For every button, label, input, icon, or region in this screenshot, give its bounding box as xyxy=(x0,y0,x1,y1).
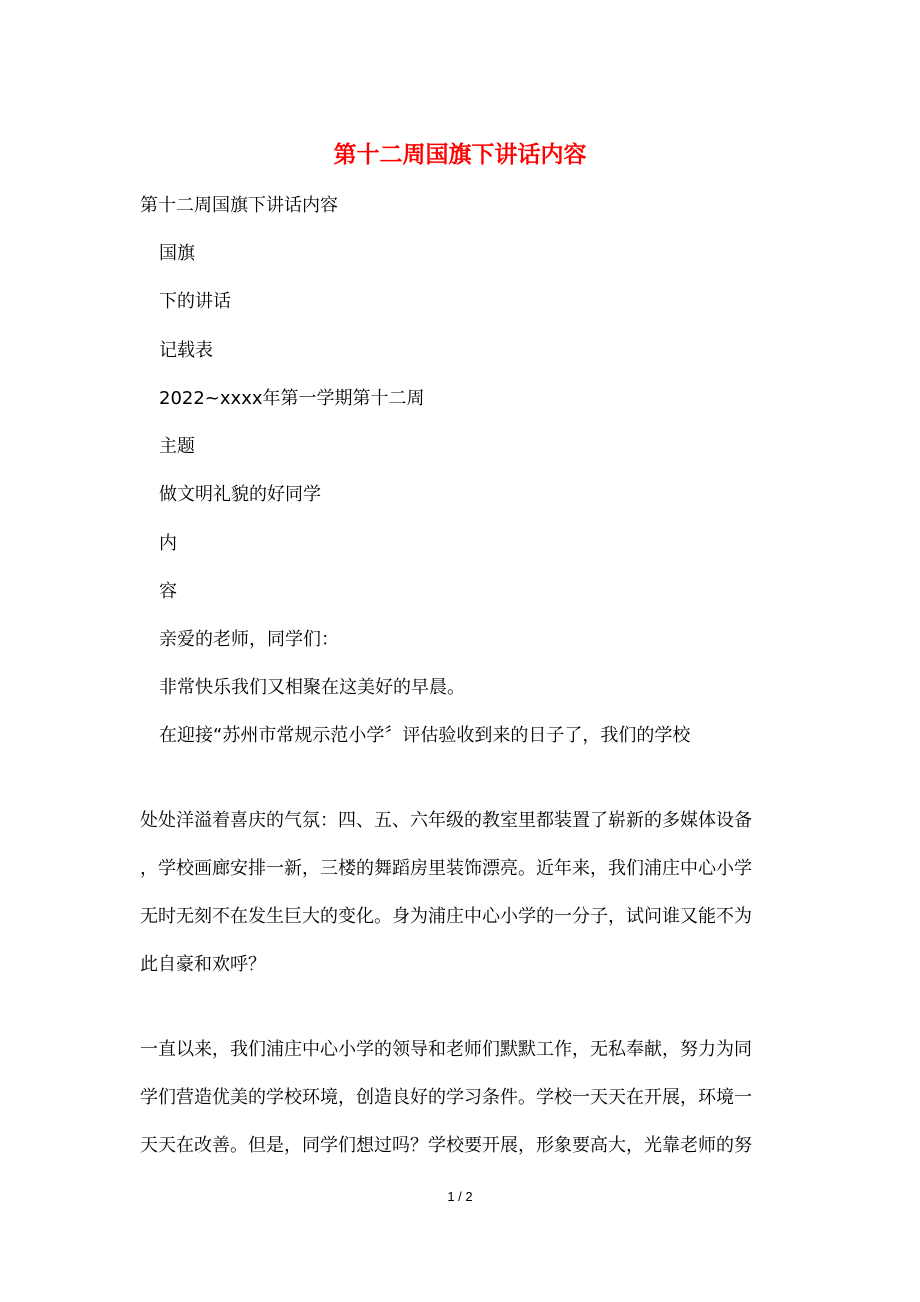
opening-line: 非常快乐我们又相聚在这美好的早晨。 xyxy=(159,677,465,698)
greeting-line: 亲爱的老师，同学们： xyxy=(159,629,339,650)
page-number: 1 / 2 xyxy=(447,1189,473,1204)
header-line-topic-label: 主题 xyxy=(159,436,195,457)
paragraph-1-line: 此自豪和欢呼？ xyxy=(140,954,266,975)
header-line-guoqi: 国旗 xyxy=(159,243,195,264)
header-line-record: 记载表 xyxy=(159,340,213,361)
header-line-content-label-2: 容 xyxy=(159,581,177,602)
paragraph-1-line: 处处洋溢着喜庆的气氛：四、五、六年级的教室里都装置了崭新的多媒体设备 xyxy=(140,810,752,831)
paragraph-2 xyxy=(140,1026,772,1170)
paragraph-1-line: ，学校画廊安排一新，三楼的舞蹈房里装饰漂亮。近年来，我们浦庄中心小学 xyxy=(140,858,752,879)
paragraph-1 xyxy=(140,797,772,989)
header-line-topic: 做文明礼貌的好同学 xyxy=(159,484,321,505)
header-line-content-label-1: 内 xyxy=(159,533,177,554)
paragraph-2-line: 一直以来，我们浦庄中心小学的领导和老师们默默工作，无私奉献，努力为同 xyxy=(140,1039,752,1060)
intro-line: 在迎接“苏州市常规示范小学〞评估验收到来的日子了，我们的学校 xyxy=(159,725,691,746)
paragraph-1-line: 无时无刻不在发生巨大的变化。身为浦庄中心小学的一分子，试问谁又能不为 xyxy=(140,906,752,927)
paragraph-2-line: 天天在改善。但是，同学们想过吗？学校要开展，形象要高大，光靠老师的努 xyxy=(140,1135,752,1156)
subtitle: 第十二周国旗下讲话内容 xyxy=(140,195,338,216)
paragraph-2-line: 学们营造优美的学校环境，创造良好的学习条件。学校一天天在开展，环境一 xyxy=(140,1087,752,1108)
header-line-speech: 下的讲话 xyxy=(159,291,231,312)
document-title: 第十二周国旗下讲话内容 xyxy=(333,142,587,168)
header-line-semester: 2022~xxxx年第一学期第十二周 xyxy=(159,388,425,409)
